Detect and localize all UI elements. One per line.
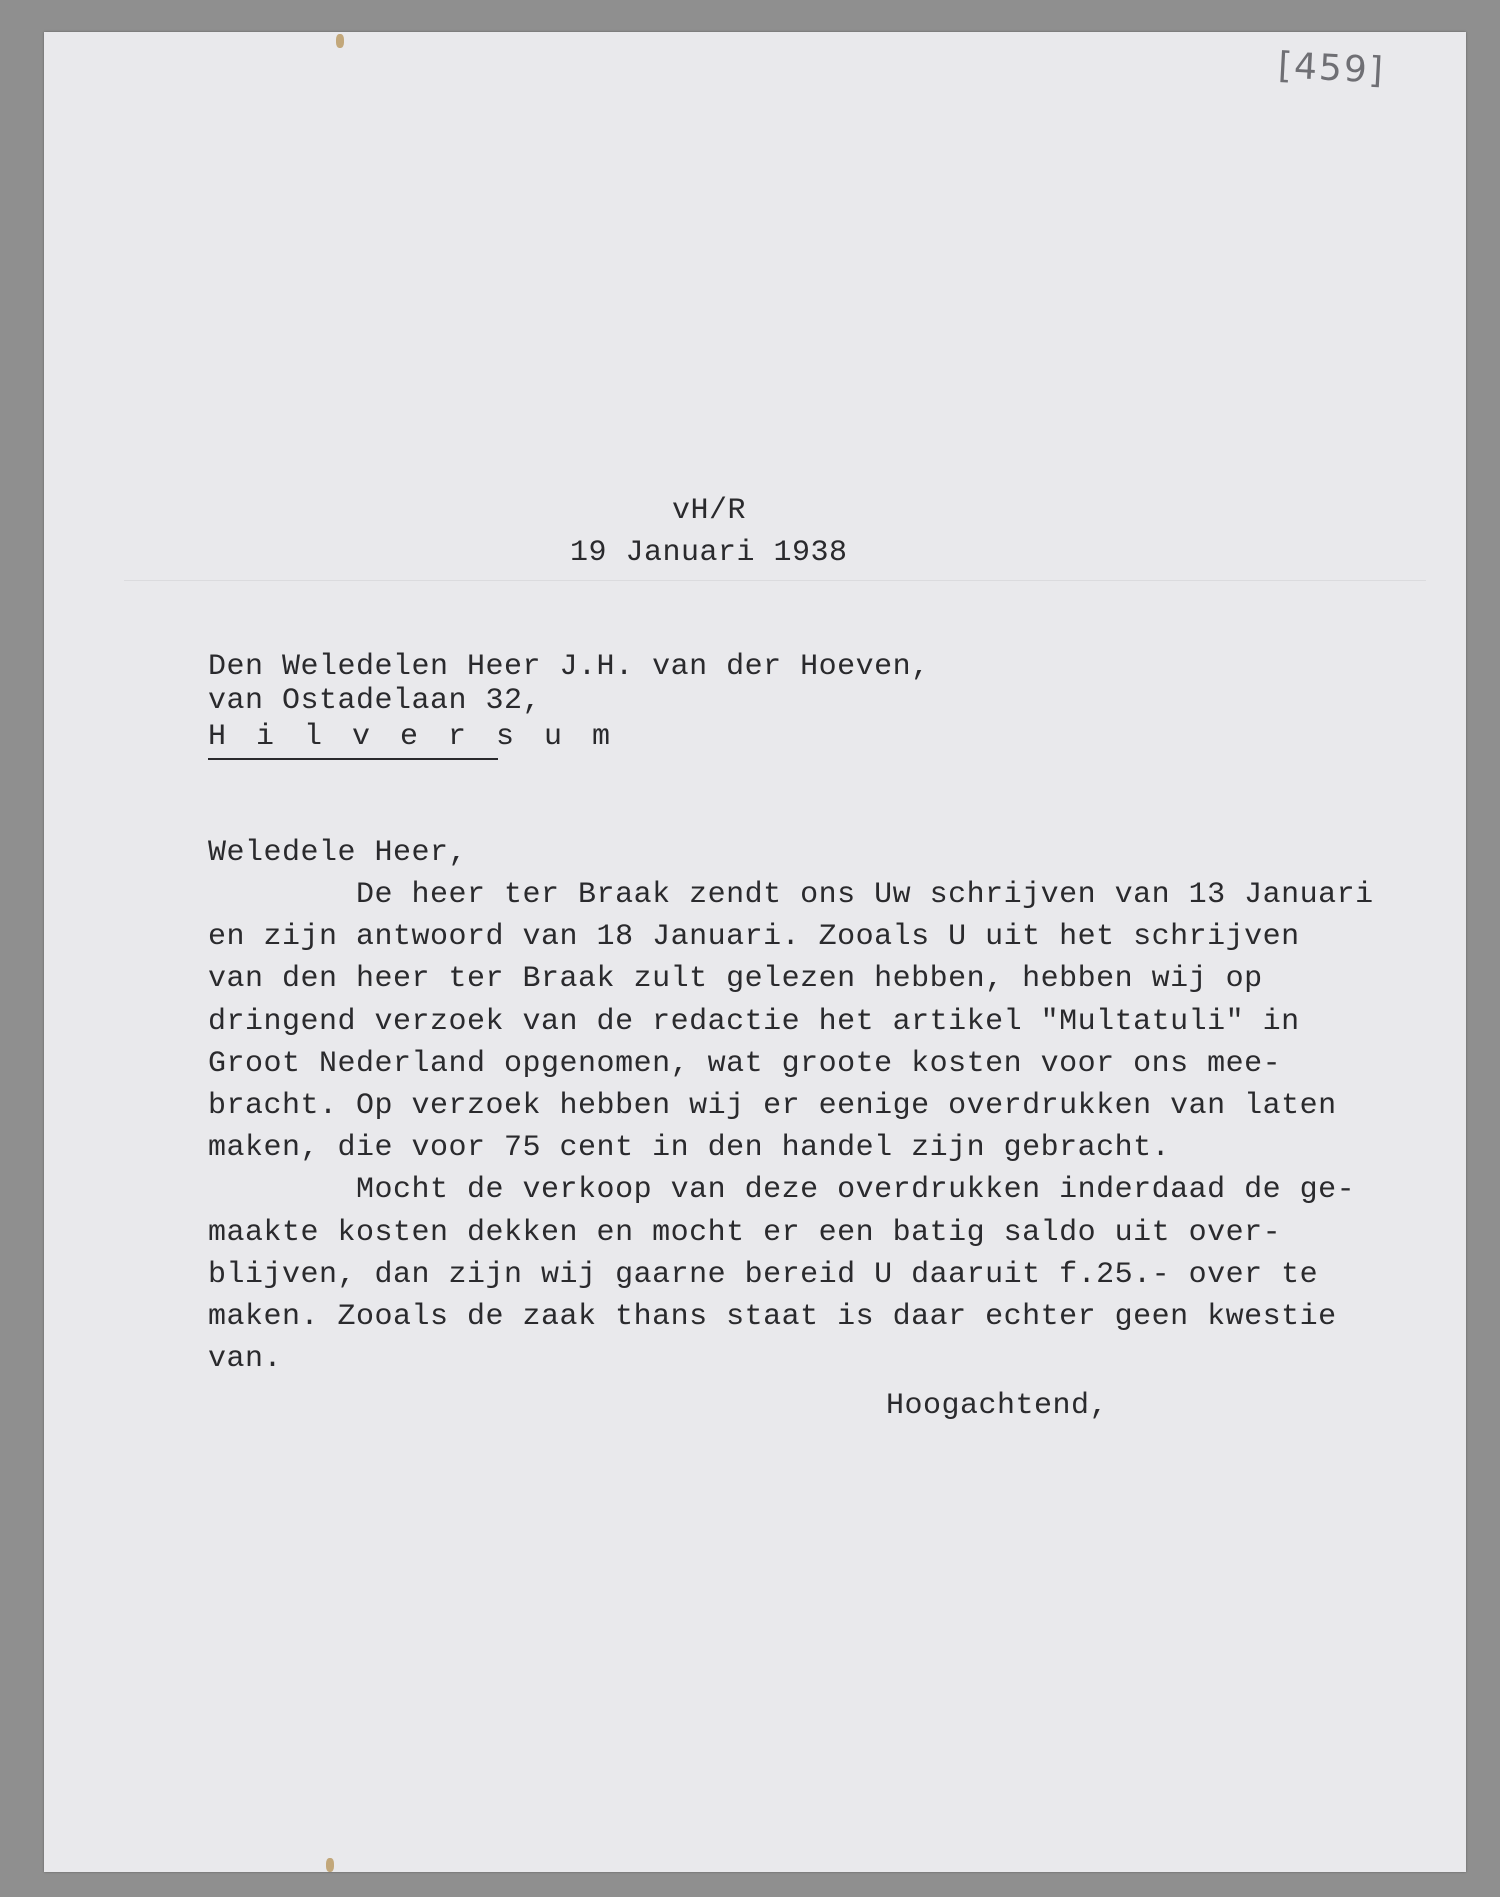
letter-body bbox=[208, 874, 1378, 1380]
address-line-2: van Ostadelaan 32, bbox=[208, 684, 542, 718]
city-underline bbox=[208, 758, 498, 760]
closing: Hoogachtend, bbox=[886, 1389, 1109, 1423]
body-line: maakte kosten dekken en mocht er een batig saldo uit over- bbox=[208, 1215, 1282, 1250]
body-line: van den heer ter Braak zult gelezen hebben, hebben wij op bbox=[208, 962, 1263, 997]
body-line: van. bbox=[208, 1342, 283, 1377]
body-line: maken. Zooals de zaak thans staat is daar echter geen kwestie bbox=[208, 1299, 1337, 1334]
body-line: De heer ter Braak zendt ons Uw schrijven van 13 Januari bbox=[208, 878, 1374, 912]
archive-number: [459] bbox=[1277, 45, 1386, 92]
letter-reference: vH/R bbox=[672, 494, 747, 528]
address-line-1: Den Weledelen Heer J.H. van der Hoeven, bbox=[208, 650, 930, 684]
body-line: dringend verzoek van de redactie het artikel "Multatuli" in bbox=[208, 1004, 1300, 1039]
body-line: Mocht de verkoop van deze overdrukken inderdaad de ge- bbox=[208, 1173, 1356, 1208]
address-city: H i l v e r s u m bbox=[208, 720, 617, 754]
paper-stain bbox=[336, 34, 344, 48]
letter-date: 19 Januari 1938 bbox=[570, 536, 848, 570]
body-line: en zijn antwoord van 18 Januari. Zooals U uit het schrijven bbox=[208, 920, 1300, 955]
body-line: bracht. Op verzoek hebben wij er eenige overdrukken van laten bbox=[208, 1088, 1337, 1123]
salutation: Weledele Heer, bbox=[208, 836, 468, 870]
body-line: blijven, dan zijn wij gaarne bereid U daaruit f.25.- over te bbox=[208, 1257, 1319, 1292]
paper-stain bbox=[326, 1858, 334, 1872]
body-line: maken, die voor 75 cent in den handel zijn gebracht. bbox=[208, 1131, 1171, 1166]
body-line: Groot Nederland opgenomen, wat groote kosten voor ons mee- bbox=[208, 1046, 1282, 1081]
